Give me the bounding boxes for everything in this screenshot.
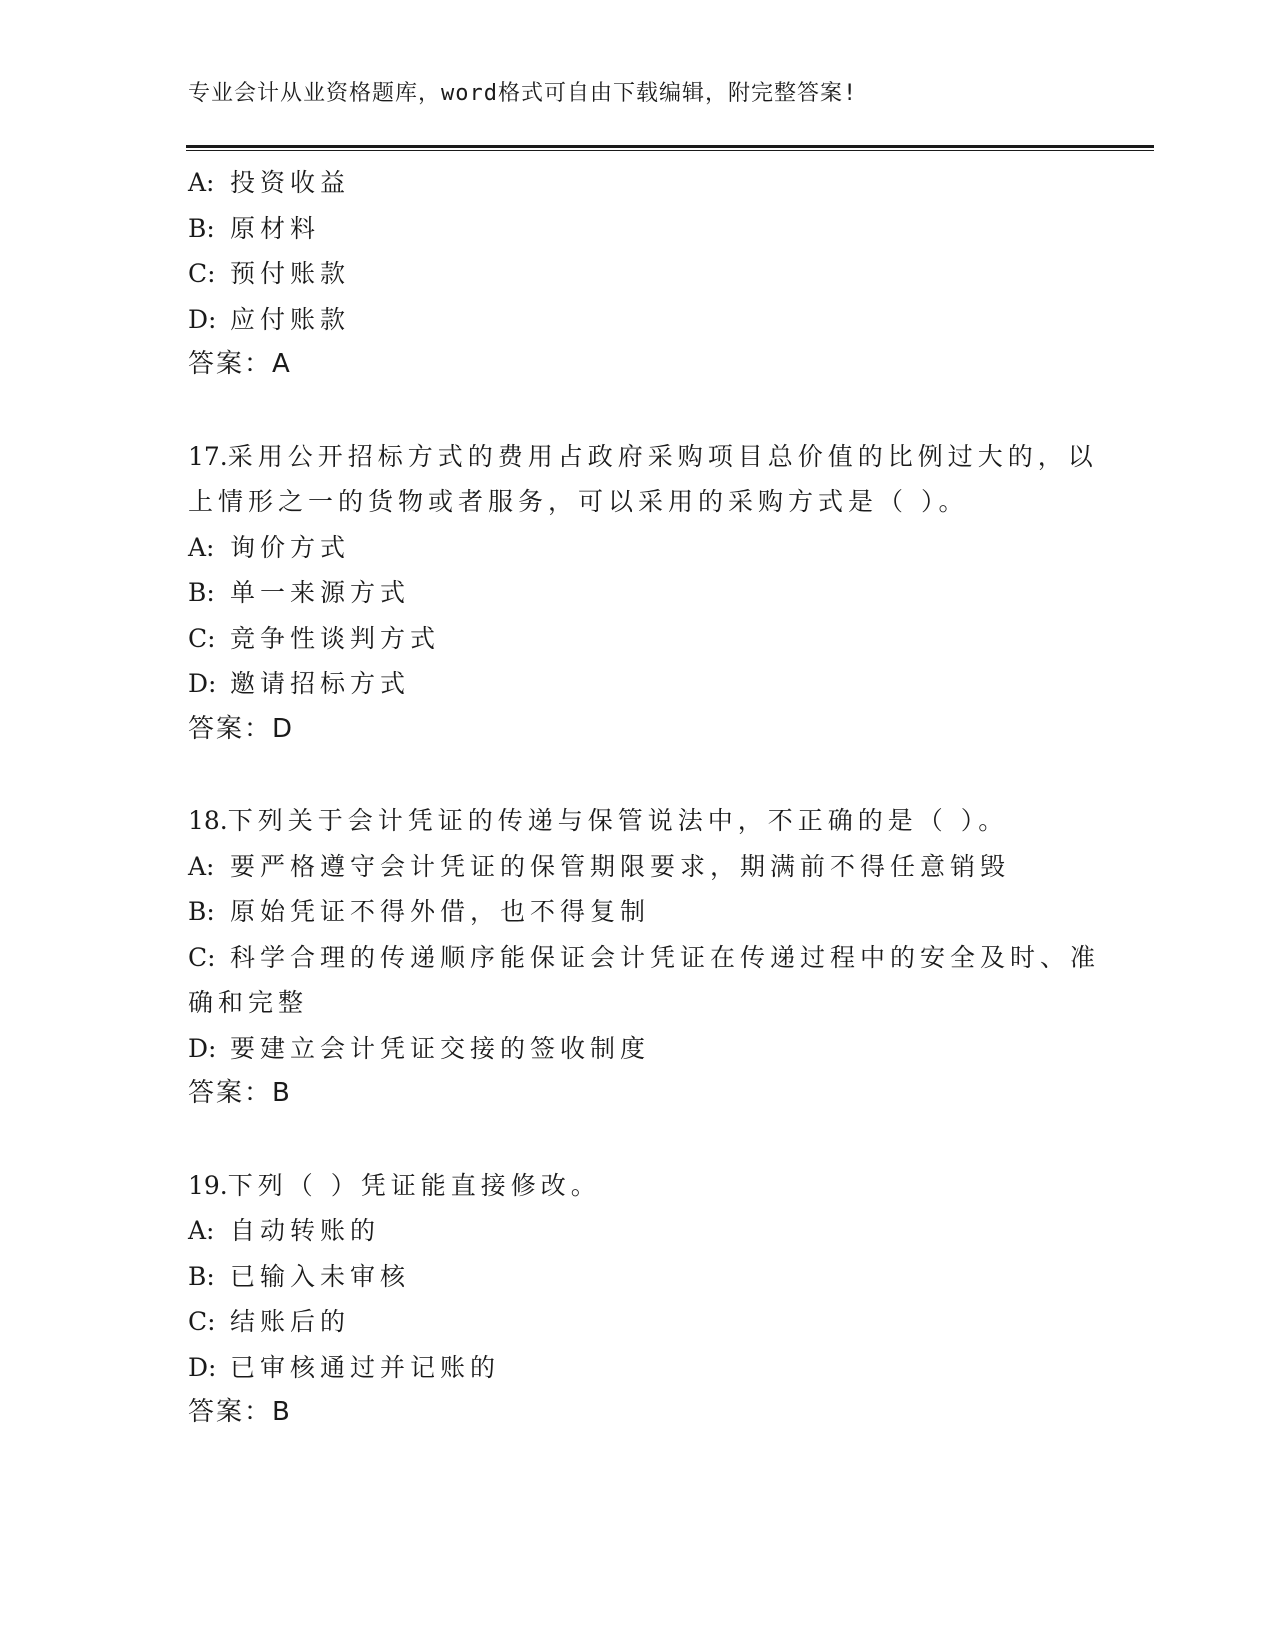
- question-stem-line-2: 上情形之一的货物或者服务，可以采用的采购方式是（ ）。: [188, 487, 969, 516]
- option-key: C:: [188, 1307, 216, 1336]
- page-header: 专业会计从业资格题库，word格式可自由下载编辑，附完整答案!: [188, 81, 858, 106]
- question-stem-line-1: 采用公开招标方式的费用占政府采购项目总价值的比例过大的，以: [227, 441, 1098, 471]
- option-text: 竞争性谈判方式: [230, 623, 441, 653]
- option-key: B:: [188, 578, 215, 607]
- option-key: D:: [188, 669, 217, 698]
- option-b: [188, 1254, 1088, 1300]
- question-19: [188, 1163, 1088, 1436]
- option-key: D:: [188, 1033, 217, 1063]
- option-c: [188, 251, 1088, 297]
- option-text: 要建立会计凭证交接的签收制度: [230, 1033, 651, 1063]
- question-16: [188, 160, 1088, 388]
- option-text: 原材料: [230, 213, 321, 243]
- question-number: 18.: [188, 806, 228, 835]
- option-d: [188, 661, 1088, 707]
- option-key: A:: [188, 1216, 215, 1245]
- option-b: [188, 570, 1088, 616]
- option-text: 单一来源方式: [230, 578, 411, 607]
- question-18: [188, 798, 1101, 1117]
- option-d: [188, 1026, 1088, 1072]
- option-text: 已审核通过并记账的: [230, 1352, 501, 1382]
- option-b: [188, 206, 1088, 252]
- option-text: 预付账款: [230, 259, 351, 288]
- answer-line: 答案：A: [188, 349, 292, 379]
- question-spacer: [188, 752, 1088, 798]
- option-text: 投资收益: [230, 168, 351, 197]
- option-key: C:: [188, 623, 216, 653]
- option-text: 已输入未审核: [230, 1261, 411, 1291]
- question-number: 19.: [188, 1170, 228, 1200]
- answer-line: 答案：B: [188, 1078, 292, 1108]
- header-divider-thick: [186, 145, 1154, 148]
- option-text: 应付账款: [230, 304, 351, 334]
- option-key: D:: [188, 304, 217, 334]
- option-key: B:: [188, 897, 215, 926]
- question-spacer: [188, 388, 1088, 434]
- option-a: [188, 160, 1088, 206]
- option-a: [188, 844, 1088, 890]
- question-spacer: [188, 1117, 1088, 1163]
- option-key: D:: [188, 1352, 217, 1382]
- option-a: [188, 1208, 1088, 1254]
- option-c: [188, 935, 1101, 981]
- option-text: 原始凭证不得外借，也不得复制: [230, 897, 651, 926]
- option-c: [188, 616, 1088, 662]
- option-key: A:: [188, 532, 215, 562]
- question-17: [188, 434, 1098, 753]
- option-c: [188, 1299, 1088, 1345]
- option-key: C:: [188, 259, 216, 288]
- question-stem: [188, 1163, 1088, 1209]
- question-stem: [188, 434, 1098, 480]
- question-stem-line-1: 下列关于会计凭证的传递与保管说法中，不正确的是（ ）。: [227, 806, 1009, 835]
- option-key: B:: [188, 213, 215, 243]
- option-c-continuation: 确和完整: [188, 988, 309, 1017]
- option-key: A:: [188, 851, 215, 881]
- option-key: C:: [188, 942, 216, 972]
- header-divider-thin: [186, 150, 1154, 151]
- option-text: 科学合理的传递顺序能保证会计凭证在传递过程中的安全及时、准: [230, 942, 1101, 972]
- option-text: 自动转账的: [230, 1216, 381, 1245]
- option-key: A:: [188, 168, 215, 197]
- option-d: [188, 297, 1088, 343]
- answer-line: 答案：B: [188, 1397, 292, 1427]
- question-number: 17.: [188, 441, 228, 471]
- question-stem-line-1: 下列（ ）凭证能直接修改。: [227, 1170, 601, 1200]
- document-body: [188, 160, 1101, 1436]
- option-key: B:: [188, 1261, 215, 1291]
- answer-line: 答案：D: [188, 713, 295, 744]
- option-text: 要严格遵守会计凭证的保管期限要求，期满前不得任意销毁: [230, 851, 1011, 881]
- option-text: 询价方式: [230, 532, 351, 562]
- option-a: [188, 525, 1088, 571]
- option-text: 结账后的: [230, 1307, 351, 1336]
- option-text: 邀请招标方式: [230, 669, 411, 698]
- option-d: [188, 1345, 1088, 1391]
- option-b: [188, 889, 1088, 935]
- question-stem: [188, 798, 1088, 844]
